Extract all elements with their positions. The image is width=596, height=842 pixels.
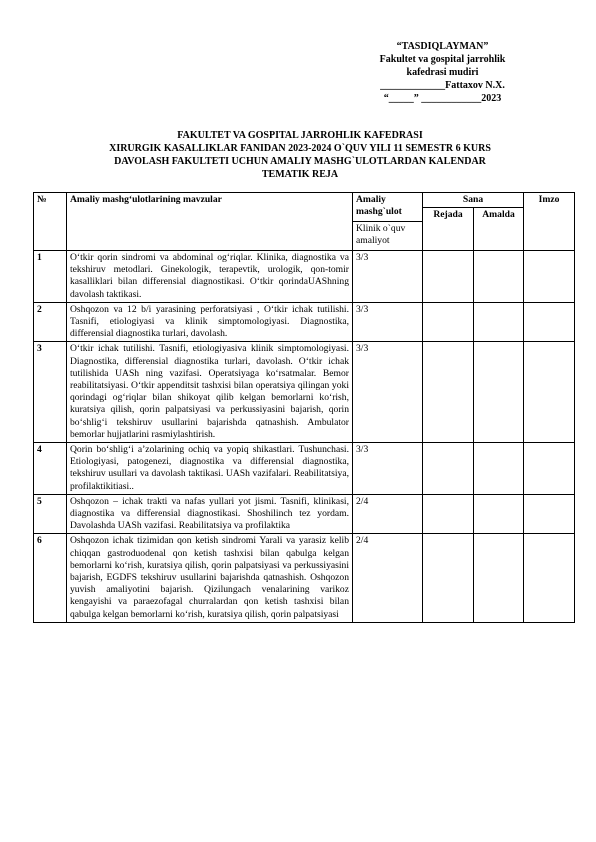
table-row	[34, 342, 575, 443]
row-number: 3	[34, 342, 67, 443]
row-actual	[474, 302, 524, 342]
row-hours: 3/3	[353, 302, 423, 342]
row-topic: Qorin bo‘shlig‘i a’zolarining ochiq va yopiq shikastlari. Tushunchasi. Etiologiyasi, patogenezi, diagnostika va differensial diagnostika, tekshiruv usullari va davolash taktikasi. UASh vazifalari. Reabilitatsiya, profilaktikitiasi..	[67, 443, 353, 495]
row-planned	[423, 251, 474, 303]
row-hours: 3/3	[353, 251, 423, 303]
row-number: 2	[34, 302, 67, 342]
row-actual	[474, 494, 524, 534]
row-topic: Oshqozon ichak tizimidan qon ketish sindromi Yarali va yarasiz kelib chiqqan gastroduodenal qon ketish tashxisi bilan qabulga kelgan bemorlarni ko‘rish, kuratsiya qilish, qorin palpatsiyasi va perkussiyasini bajarish, EGDFS tekshiruv usullarini bajarishda qatnashish. Oshqozon yuvish amaliyotini bajarish. Qizilungach venalarining varikoz kengayishi va paraezofagal churralardan qon ketish tashxisi bilan qabulga kelgan bemorlarni ko‘rish, kuratsiya qilish, qorin palpatsiyasi	[67, 534, 353, 622]
row-number: 1	[34, 251, 67, 303]
row-actual	[474, 534, 524, 622]
schedule-table	[33, 192, 575, 623]
table-row	[34, 494, 575, 534]
row-signature	[524, 302, 575, 342]
row-topic: O‘tkir qorin sindromi va abdominal og‘riqlar. Klinika, diagnostika va tekshiruv metodlari. Ginekologik, terapevtik, urologik, qon-tomir kasalliklari bilan differensial diagnostikasi. O‘tkir qorindaUAShning davolash taktikasi.	[67, 251, 353, 303]
row-planned	[423, 443, 474, 495]
row-hours: 2/4	[353, 534, 423, 622]
table-row	[34, 302, 575, 342]
row-topic: Oshqozon – ichak trakti va nafas yullari yot jismi. Tasnifi, klinikasi, diagnostika va differensial diagnostikasi. Shoshilinch tez yordam. Davolashda UASh vazifasi. Reabilitatsiya va profilaktika	[67, 494, 353, 534]
approval-signature-line: _____________Fattaxov N.X.	[380, 80, 505, 91]
table-header-row	[34, 193, 575, 208]
row-actual	[474, 342, 524, 443]
row-signature	[524, 342, 575, 443]
row-number: 4	[34, 443, 67, 495]
title-line-3: DAVOLASH FAKULTETI UCHUN AMALIY MASHG`ULOTLARDAN KALENDAR	[114, 156, 486, 167]
title-line-2: XIRURGIK KASALLIKLAR FANIDAN 2023-2024 O`QUV YILI 11 SEMESTR 6 KURS	[109, 143, 491, 154]
header-actual: Amalda	[474, 208, 524, 251]
row-topic: O‘tkir ichak tutilishi. Tasnifi, etiologiyasiva klinik simptomologiyasi. Diagnostika, differensial diagnostika turlari, davolash. O‘tkir ichak tutilishida UASh ning vazifasi. Operatsiyaga ko‘rsatmalar. Bemor reabilitatsiyasi. O‘tkir appenditsit tashxisi bilan operatsiya qilingan yoki qorindagi og‘riqlar bilan shikoyat qilib kelgan bemorlarni ko‘rish, kuratsiya qilish, qorin palpatsiyasi va perkussiyasini bajarish, qorin bo‘shlig‘i tekshiruv usullarini bajarishda qatnashish. Ambulator bemorlar hujjatlarini rasmiylashtirish.	[67, 342, 353, 443]
table-row	[34, 443, 575, 495]
header-planned: Rejada	[423, 208, 474, 251]
header-practical-hours: Amaliy mashg`ulot	[353, 193, 423, 222]
row-planned	[423, 534, 474, 622]
row-hours: 3/3	[353, 342, 423, 443]
header-date: Sana	[423, 193, 524, 208]
row-topic: Oshqozon va 12 b/i yarasining perforatsiyasi , O‘tkir ichak tutilishi. Tasnifi, etiologiyasi va klinik simptomologiyasi. Diagnostika, differensial diagnostika turlari, davolash.	[67, 302, 353, 342]
row-planned	[423, 494, 474, 534]
title-line-4: TEMATIK REJA	[261, 169, 339, 180]
approval-block	[360, 40, 525, 105]
approval-department: Fakultet va gospital jarrohlik	[379, 54, 506, 65]
table-row	[34, 251, 575, 303]
row-signature	[524, 494, 575, 534]
row-number: 5	[34, 494, 67, 534]
approval-position: kafedrasi mudiri	[406, 67, 479, 78]
row-actual	[474, 443, 524, 495]
document-title	[40, 129, 560, 181]
row-hours: 2/4	[353, 494, 423, 534]
row-planned	[423, 302, 474, 342]
row-signature	[524, 534, 575, 622]
row-number: 6	[34, 534, 67, 622]
header-number: №	[34, 193, 67, 251]
title-line-1: FAKULTET VA GOSPITAL JARROHLIK KAFEDRASI	[177, 130, 423, 141]
header-topics: Amaliy mashg‘ulotlarining mavzular	[67, 193, 353, 251]
row-actual	[474, 251, 524, 303]
header-clinical-practice: Klinik o`quv amaliyot	[353, 222, 423, 251]
header-signature: Imzo	[524, 193, 575, 251]
approval-date-line: “_____” ____________2023	[383, 93, 502, 104]
row-hours: 3/3	[353, 443, 423, 495]
table-row	[34, 534, 575, 622]
row-signature	[524, 251, 575, 303]
row-signature	[524, 443, 575, 495]
approval-heading: “TASDIQLAYMAN”	[396, 41, 489, 52]
row-planned	[423, 342, 474, 443]
